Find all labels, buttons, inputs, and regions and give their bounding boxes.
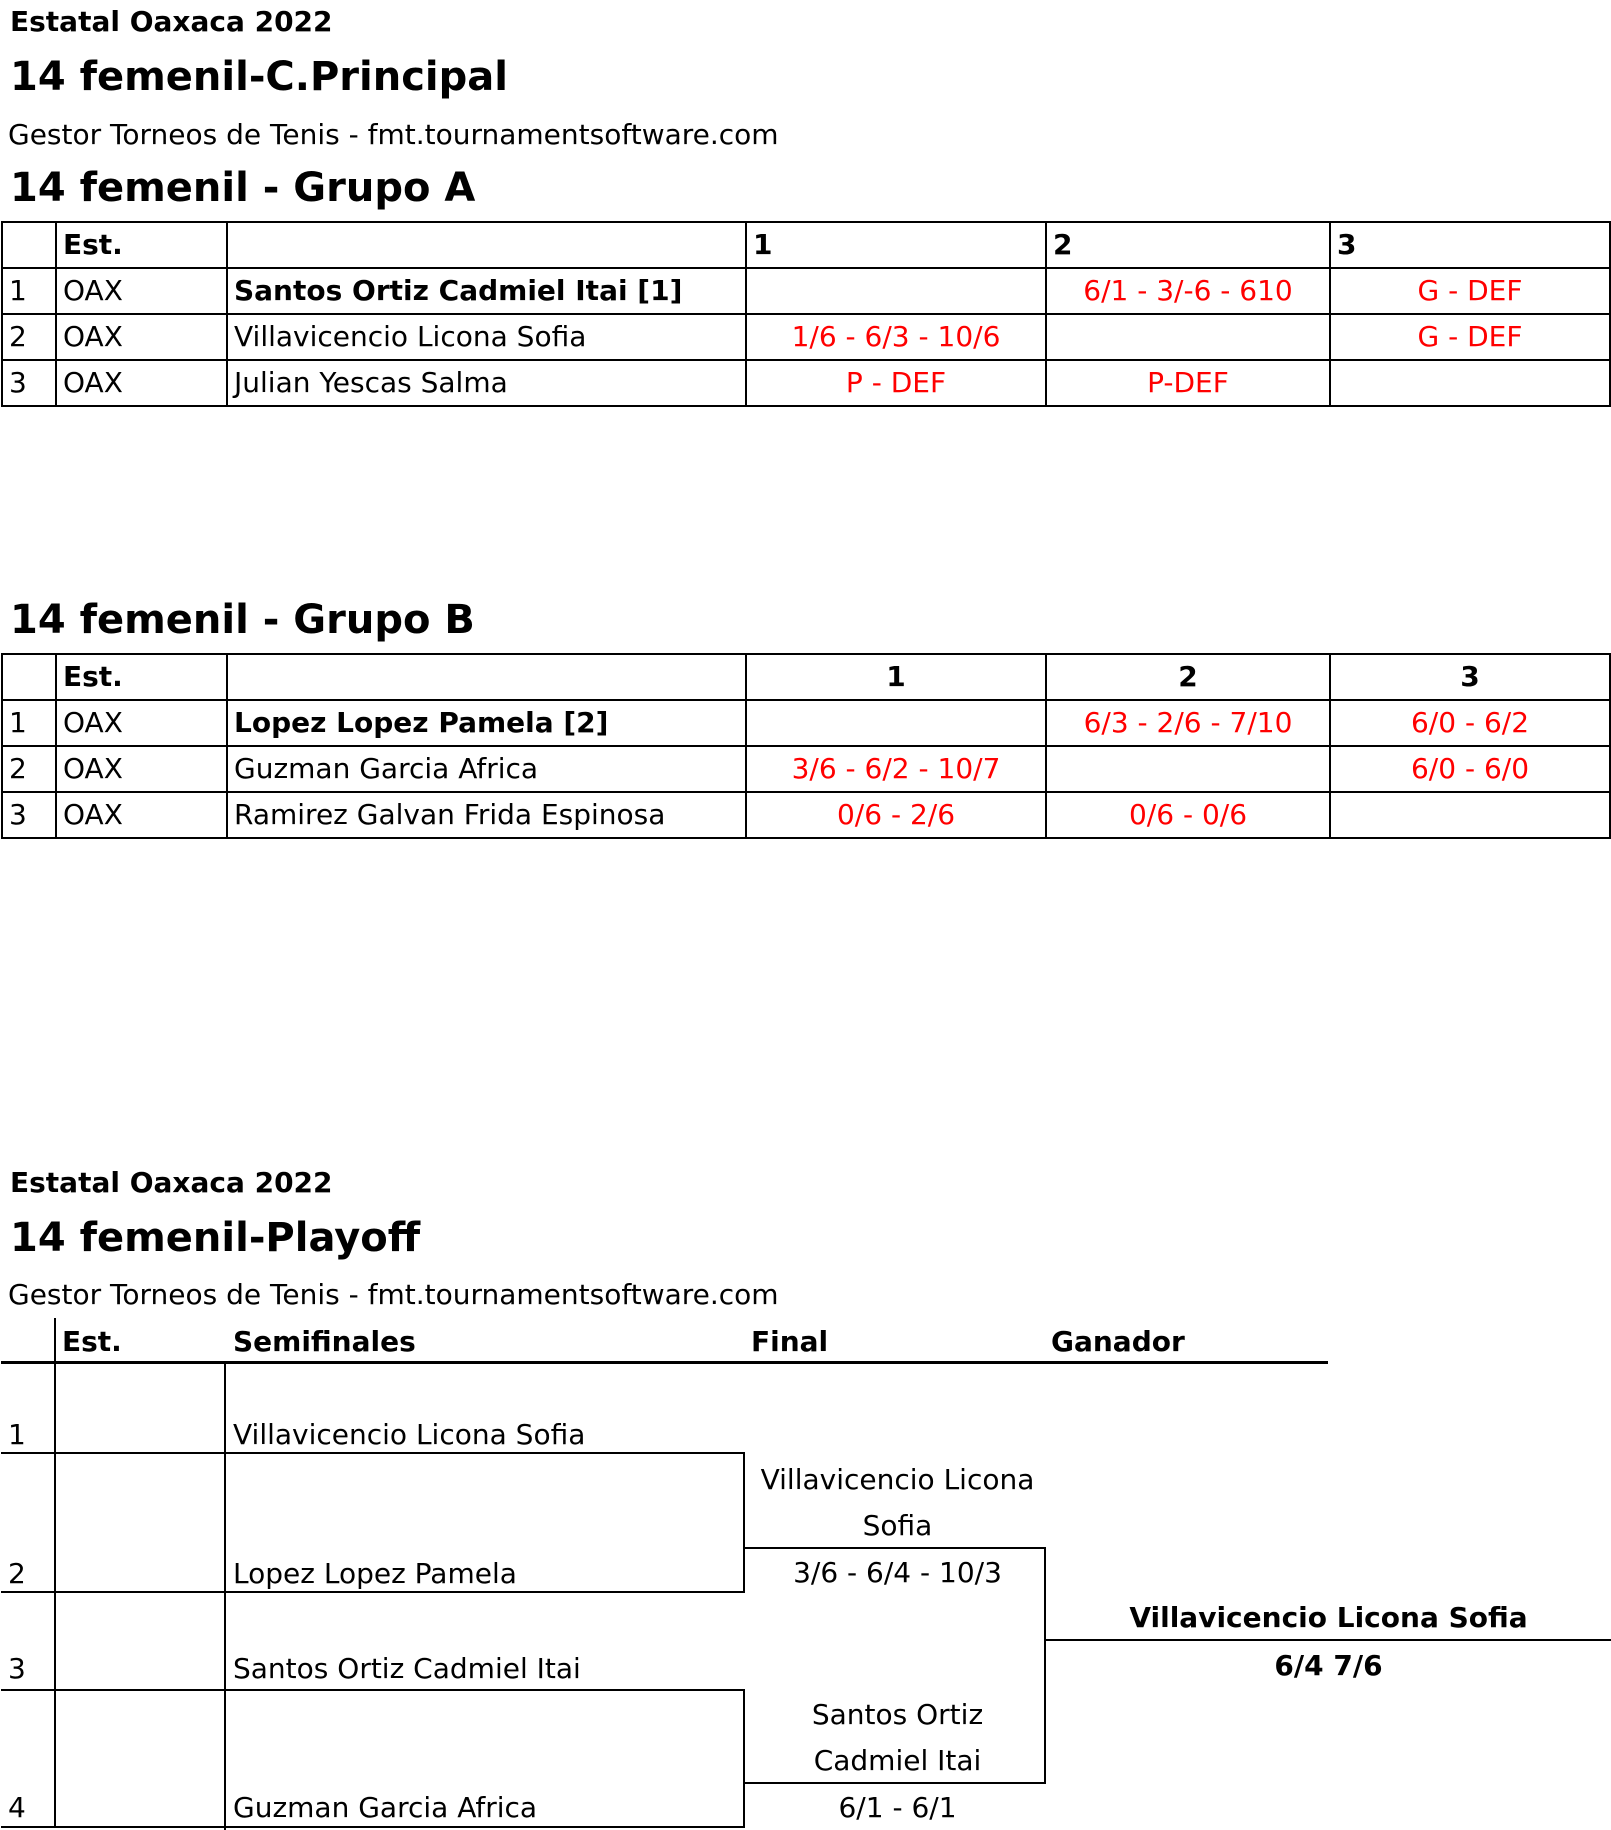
header-final: Final (751, 1325, 829, 1358)
final-score: 3/6 - 6/4 - 10/3 (793, 1556, 1002, 1589)
table-row (2, 268, 1610, 314)
header-cell: 2 (1046, 654, 1330, 700)
final-line (743, 1782, 1046, 1784)
winner-name: Villavicencio Licona Sofia (1129, 1601, 1528, 1634)
semis-column-divider (224, 1364, 226, 1830)
header-est: Est. (62, 1325, 122, 1358)
winner-line (1044, 1639, 1611, 1641)
semi-player: Villavicencio Licona Sofia (233, 1418, 586, 1451)
position-cell: 1 (2, 700, 56, 746)
state-cell: OAX (56, 700, 227, 746)
score-cell (1046, 314, 1330, 360)
table-row (2, 792, 1610, 838)
semi-position: 2 (8, 1557, 26, 1590)
table-row (2, 314, 1610, 360)
table-header-row (2, 222, 1610, 268)
header-cell (227, 654, 746, 700)
final-player-line: Cadmiel Itai (813, 1744, 982, 1777)
score-cell (746, 700, 1046, 746)
table-row (2, 360, 1610, 406)
semi-line (1, 1452, 745, 1454)
score-cell (1046, 746, 1330, 792)
position-cell: 1 (2, 268, 56, 314)
winner-score: 6/4 7/6 (1274, 1649, 1383, 1682)
position-cell: 2 (2, 746, 56, 792)
final-line (743, 1547, 1046, 1549)
semi-line (1, 1826, 745, 1828)
score-cell (746, 268, 1046, 314)
header-cell: 1 (746, 654, 1046, 700)
final-player-line: Santos Ortiz (811, 1698, 984, 1731)
score-cell: 0/6 - 2/6 (746, 792, 1046, 838)
playoff-event-title: Estatal Oaxaca 2022 (10, 1166, 333, 1199)
semi-position: 3 (8, 1652, 26, 1685)
score-cell: P - DEF (746, 360, 1046, 406)
header-cell: 2 (1046, 222, 1330, 268)
header-cell: Est. (56, 654, 227, 700)
semi-position: 4 (8, 1791, 26, 1824)
score-cell: G - DEF (1330, 314, 1610, 360)
draw-title: 14 femenil-C.Principal (10, 54, 508, 100)
final-player-line: Sofia (862, 1509, 933, 1542)
score-cell: 3/6 - 6/2 - 10/7 (746, 746, 1046, 792)
position-cell: 3 (2, 360, 56, 406)
player-name: Santos Ortiz Cadmiel Itai [1] (227, 268, 746, 314)
score-cell: P-DEF (1046, 360, 1330, 406)
header-cell: 1 (746, 222, 1046, 268)
semi-position: 1 (8, 1418, 26, 1451)
score-cell: 0/6 - 0/6 (1046, 792, 1330, 838)
playoff-gestor-link[interactable]: Gestor Torneos de Tenis - fmt.tournamentsoftware.com (8, 1278, 779, 1311)
score-cell: 6/0 - 6/0 (1330, 746, 1610, 792)
table-header-row (2, 654, 1610, 700)
header-cell (227, 222, 746, 268)
semi-player: Guzman Garcia Africa (233, 1791, 538, 1824)
position-cell: 3 (2, 792, 56, 838)
score-cell: G - DEF (1330, 268, 1610, 314)
header-cell: 3 (1330, 654, 1610, 700)
state-cell: OAX (56, 268, 227, 314)
player-name: Julian Yescas Salma (227, 360, 746, 406)
header-cell: Est. (56, 222, 227, 268)
player-name: Guzman Garcia Africa (227, 746, 746, 792)
header-cell (2, 654, 56, 700)
final-score: 6/1 - 6/1 (838, 1791, 957, 1824)
gestor-link[interactable]: Gestor Torneos de Tenis - fmt.tournamentsoftware.com (8, 118, 779, 151)
state-cell: OAX (56, 314, 227, 360)
score-cell: 6/0 - 6/2 (1330, 700, 1610, 746)
final-player-line: Villavicencio Licona (760, 1463, 1035, 1496)
player-name: Villavicencio Licona Sofia (227, 314, 746, 360)
group-a-title: 14 femenil - Grupo A (10, 165, 476, 211)
state-cell: OAX (56, 746, 227, 792)
table-row (2, 700, 1610, 746)
player-name: Ramirez Galvan Frida Espinosa (227, 792, 746, 838)
position-cell: 2 (2, 314, 56, 360)
group-b-table (1, 653, 1611, 839)
playoff-draw-title: 14 femenil-Playoff (10, 1215, 421, 1261)
state-cell: OAX (56, 792, 227, 838)
table-row (2, 746, 1610, 792)
header-cell: 3 (1330, 222, 1610, 268)
score-cell: 1/6 - 6/3 - 10/6 (746, 314, 1046, 360)
state-cell: OAX (56, 360, 227, 406)
event-title: Estatal Oaxaca 2022 (10, 5, 333, 38)
semi-line (1, 1591, 745, 1593)
player-name: Lopez Lopez Pamela [2] (227, 700, 746, 746)
group-a-table (1, 221, 1611, 407)
header-cell (2, 222, 56, 268)
header-underline (1, 1361, 1328, 1364)
score-cell: 6/3 - 2/6 - 7/10 (1046, 700, 1330, 746)
semi-player: Santos Ortiz Cadmiel Itai (233, 1652, 581, 1685)
semi-line (1, 1689, 745, 1691)
score-cell (1330, 792, 1610, 838)
score-cell: 6/1 - 3/-6 - 610 (1046, 268, 1330, 314)
est-column-divider (54, 1318, 56, 1828)
semi-player: Lopez Lopez Pamela (233, 1557, 517, 1590)
header-winner: Ganador (1051, 1325, 1185, 1358)
score-cell (1330, 360, 1610, 406)
header-semis: Semifinales (233, 1325, 416, 1358)
group-b-title: 14 femenil - Grupo B (10, 597, 475, 643)
